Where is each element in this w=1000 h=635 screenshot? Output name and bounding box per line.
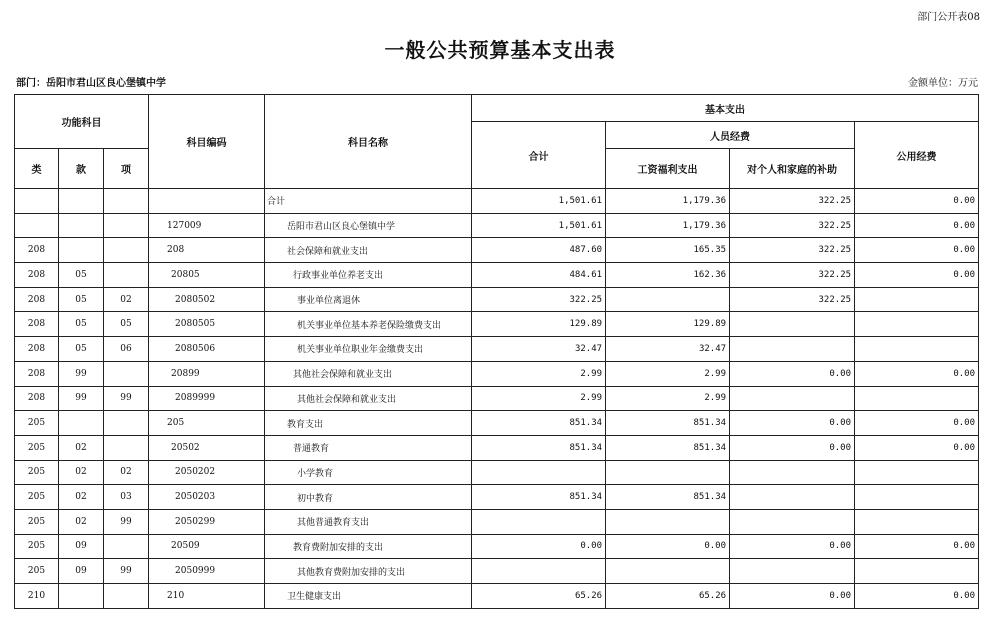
page-title: 一般公共预算基本支出表 xyxy=(384,38,616,62)
cell-name: 卫生健康支出 xyxy=(265,584,472,609)
cell-code: 20899 xyxy=(149,361,265,386)
cell-salary: 2.99 xyxy=(606,386,730,411)
cell-subsidy xyxy=(730,559,855,584)
cell-subsidy xyxy=(730,386,855,411)
cell-kuan: 02 xyxy=(59,460,104,485)
cell-xiang: 03 xyxy=(104,485,149,510)
cell-subsidy: 322.25 xyxy=(730,287,855,312)
cell-public xyxy=(855,509,979,534)
header-public: 公用经费 xyxy=(855,122,979,189)
cell-total: 32.47 xyxy=(472,337,606,362)
table-row xyxy=(15,213,979,238)
cell-kuan: 05 xyxy=(59,287,104,312)
header-subsidy: 对个人和家庭的补助 xyxy=(730,149,855,189)
cell-code: 2089999 xyxy=(149,386,265,411)
cell-subsidy xyxy=(730,337,855,362)
header-func-subject: 功能科目 xyxy=(15,95,149,149)
cell-lei: 205 xyxy=(15,411,59,436)
cell-name: 其他社会保障和就业支出 xyxy=(265,386,472,411)
cell-subsidy: 0.00 xyxy=(730,411,855,436)
cell-public xyxy=(855,386,979,411)
cell-lei: 205 xyxy=(15,534,59,559)
cell-name: 小学教育 xyxy=(265,460,472,485)
cell-code: 127009 xyxy=(149,213,265,238)
header-name: 科目名称 xyxy=(265,95,472,189)
cell-public: 0.00 xyxy=(855,189,979,214)
cell-lei: 208 xyxy=(15,312,59,337)
table-row xyxy=(15,337,979,362)
cell-lei: 208 xyxy=(15,361,59,386)
header-basic: 基本支出 xyxy=(472,95,979,122)
cell-xiang: 99 xyxy=(104,559,149,584)
cell-subsidy: 322.25 xyxy=(730,213,855,238)
cell-total xyxy=(472,559,606,584)
cell-xiang xyxy=(104,189,149,214)
cell-xiang: 06 xyxy=(104,337,149,362)
cell-code: 20502 xyxy=(149,435,265,460)
cell-subsidy: 322.25 xyxy=(730,263,855,288)
cell-total: 487.60 xyxy=(472,238,606,263)
cell-lei: 205 xyxy=(15,485,59,510)
cell-public xyxy=(855,287,979,312)
cell-code: 2050203 xyxy=(149,485,265,510)
cell-code: 20805 xyxy=(149,263,265,288)
cell-code: 208 xyxy=(149,238,265,263)
cell-lei: 205 xyxy=(15,559,59,584)
cell-salary: 1,179.36 xyxy=(606,189,730,214)
cell-subsidy: 0.00 xyxy=(730,361,855,386)
cell-xiang: 02 xyxy=(104,287,149,312)
cell-lei xyxy=(15,189,59,214)
cell-code: 2080505 xyxy=(149,312,265,337)
header-lei: 类 xyxy=(15,149,59,189)
cell-name: 其他普通教育支出 xyxy=(265,509,472,534)
cell-total: 484.61 xyxy=(472,263,606,288)
cell-public xyxy=(855,312,979,337)
cell-kuan: 05 xyxy=(59,337,104,362)
cell-total: 851.34 xyxy=(472,485,606,510)
cell-lei xyxy=(15,213,59,238)
cell-lei: 208 xyxy=(15,337,59,362)
header-personnel: 人员经费 xyxy=(606,122,855,149)
cell-salary: 65.26 xyxy=(606,584,730,609)
cell-salary: 2.99 xyxy=(606,361,730,386)
cell-name: 合计 xyxy=(265,189,472,214)
cell-total xyxy=(472,460,606,485)
cell-kuan: 02 xyxy=(59,509,104,534)
cell-xiang xyxy=(104,361,149,386)
cell-name: 社会保障和就业支出 xyxy=(265,238,472,263)
budget-table xyxy=(14,94,979,609)
cell-code: 20509 xyxy=(149,534,265,559)
table-row xyxy=(15,509,979,534)
table-row xyxy=(15,189,979,214)
cell-kuan xyxy=(59,238,104,263)
cell-kuan: 99 xyxy=(59,386,104,411)
cell-public: 0.00 xyxy=(855,263,979,288)
table-row xyxy=(15,485,979,510)
cell-salary: 0.00 xyxy=(606,534,730,559)
cell-salary: 851.34 xyxy=(606,485,730,510)
table-row xyxy=(15,263,979,288)
cell-public: 0.00 xyxy=(855,361,979,386)
cell-name: 其他教育费附加安排的支出 xyxy=(265,559,472,584)
cell-salary xyxy=(606,287,730,312)
table-row xyxy=(15,287,979,312)
cell-xiang: 99 xyxy=(104,386,149,411)
header-salary: 工资福利支出 xyxy=(606,149,730,189)
cell-name: 事业单位离退休 xyxy=(265,287,472,312)
cell-name: 初中教育 xyxy=(265,485,472,510)
cell-total: 851.34 xyxy=(472,411,606,436)
table-row xyxy=(15,361,979,386)
cell-code: 2050299 xyxy=(149,509,265,534)
cell-subsidy: 322.25 xyxy=(730,238,855,263)
header-kuan: 款 xyxy=(59,149,104,189)
table-row xyxy=(15,411,979,436)
cell-code: 2050202 xyxy=(149,460,265,485)
cell-total: 0.00 xyxy=(472,534,606,559)
cell-subsidy xyxy=(730,312,855,337)
cell-kuan xyxy=(59,584,104,609)
table-row xyxy=(15,312,979,337)
cell-public xyxy=(855,337,979,362)
cell-xiang xyxy=(104,534,149,559)
cell-total: 2.99 xyxy=(472,386,606,411)
cell-name: 教育支出 xyxy=(265,411,472,436)
cell-public: 0.00 xyxy=(855,435,979,460)
cell-subsidy: 0.00 xyxy=(730,584,855,609)
cell-salary: 851.34 xyxy=(606,435,730,460)
cell-public: 0.00 xyxy=(855,411,979,436)
cell-total xyxy=(472,509,606,534)
cell-lei: 208 xyxy=(15,287,59,312)
table-number-label: 部门公开表08 xyxy=(917,12,980,23)
cell-public: 0.00 xyxy=(855,584,979,609)
cell-total: 1,501.61 xyxy=(472,213,606,238)
cell-kuan: 99 xyxy=(59,361,104,386)
cell-kuan xyxy=(59,411,104,436)
table-row xyxy=(15,238,979,263)
cell-xiang xyxy=(104,584,149,609)
cell-xiang: 05 xyxy=(104,312,149,337)
cell-total: 2.99 xyxy=(472,361,606,386)
cell-kuan: 02 xyxy=(59,435,104,460)
cell-kuan xyxy=(59,213,104,238)
cell-public xyxy=(855,559,979,584)
cell-code: 205 xyxy=(149,411,265,436)
cell-subsidy xyxy=(730,485,855,510)
cell-public: 0.00 xyxy=(855,213,979,238)
cell-name: 机关事业单位基本养老保险缴费支出 xyxy=(265,312,472,337)
cell-total: 851.34 xyxy=(472,435,606,460)
cell-salary: 129.89 xyxy=(606,312,730,337)
cell-name: 其他社会保障和就业支出 xyxy=(265,361,472,386)
cell-code: 210 xyxy=(149,584,265,609)
header-code: 科目编码 xyxy=(149,95,265,189)
cell-xiang: 02 xyxy=(104,460,149,485)
cell-name: 岳阳市君山区良心堡镇中学 xyxy=(265,213,472,238)
cell-name: 普通教育 xyxy=(265,435,472,460)
cell-salary xyxy=(606,460,730,485)
table-row xyxy=(15,435,979,460)
cell-salary xyxy=(606,509,730,534)
amount-unit-label: 金额单位：万元 xyxy=(908,78,978,89)
cell-kuan xyxy=(59,189,104,214)
cell-public xyxy=(855,460,979,485)
cell-lei: 205 xyxy=(15,509,59,534)
cell-salary: 851.34 xyxy=(606,411,730,436)
cell-public: 0.00 xyxy=(855,238,979,263)
cell-xiang xyxy=(104,263,149,288)
table-body xyxy=(15,189,979,609)
cell-subsidy xyxy=(730,460,855,485)
cell-subsidy: 0.00 xyxy=(730,435,855,460)
cell-code xyxy=(149,189,265,214)
cell-kuan: 05 xyxy=(59,263,104,288)
cell-xiang xyxy=(104,435,149,460)
cell-lei: 208 xyxy=(15,263,59,288)
cell-salary: 162.36 xyxy=(606,263,730,288)
cell-total: 65.26 xyxy=(472,584,606,609)
table-row xyxy=(15,584,979,609)
cell-subsidy xyxy=(730,509,855,534)
cell-code: 2050999 xyxy=(149,559,265,584)
cell-salary: 1,179.36 xyxy=(606,213,730,238)
cell-name: 行政事业单位养老支出 xyxy=(265,263,472,288)
cell-name: 机关事业单位职业年金缴费支出 xyxy=(265,337,472,362)
cell-total: 129.89 xyxy=(472,312,606,337)
cell-kuan: 09 xyxy=(59,534,104,559)
cell-xiang xyxy=(104,411,149,436)
table-row xyxy=(15,559,979,584)
cell-lei: 205 xyxy=(15,460,59,485)
cell-kuan: 05 xyxy=(59,312,104,337)
cell-salary xyxy=(606,559,730,584)
cell-subsidy: 0.00 xyxy=(730,534,855,559)
cell-salary: 165.35 xyxy=(606,238,730,263)
table-row xyxy=(15,534,979,559)
cell-lei: 208 xyxy=(15,386,59,411)
cell-lei: 208 xyxy=(15,238,59,263)
cell-code: 2080502 xyxy=(149,287,265,312)
header-xiang: 项 xyxy=(104,149,149,189)
cell-code: 2080506 xyxy=(149,337,265,362)
cell-xiang xyxy=(104,238,149,263)
cell-xiang: 99 xyxy=(104,509,149,534)
table-row xyxy=(15,386,979,411)
cell-lei: 210 xyxy=(15,584,59,609)
cell-total: 1,501.61 xyxy=(472,189,606,214)
cell-public xyxy=(855,485,979,510)
cell-lei: 205 xyxy=(15,435,59,460)
header-total: 合计 xyxy=(472,122,606,189)
cell-xiang xyxy=(104,213,149,238)
cell-public: 0.00 xyxy=(855,534,979,559)
cell-salary: 32.47 xyxy=(606,337,730,362)
cell-total: 322.25 xyxy=(472,287,606,312)
cell-subsidy: 322.25 xyxy=(730,189,855,214)
cell-kuan: 02 xyxy=(59,485,104,510)
table-row xyxy=(15,460,979,485)
cell-kuan: 09 xyxy=(59,559,104,584)
department-label: 部门：岳阳市君山区良心堡镇中学 xyxy=(16,78,166,89)
cell-name: 教育费附加安排的支出 xyxy=(265,534,472,559)
